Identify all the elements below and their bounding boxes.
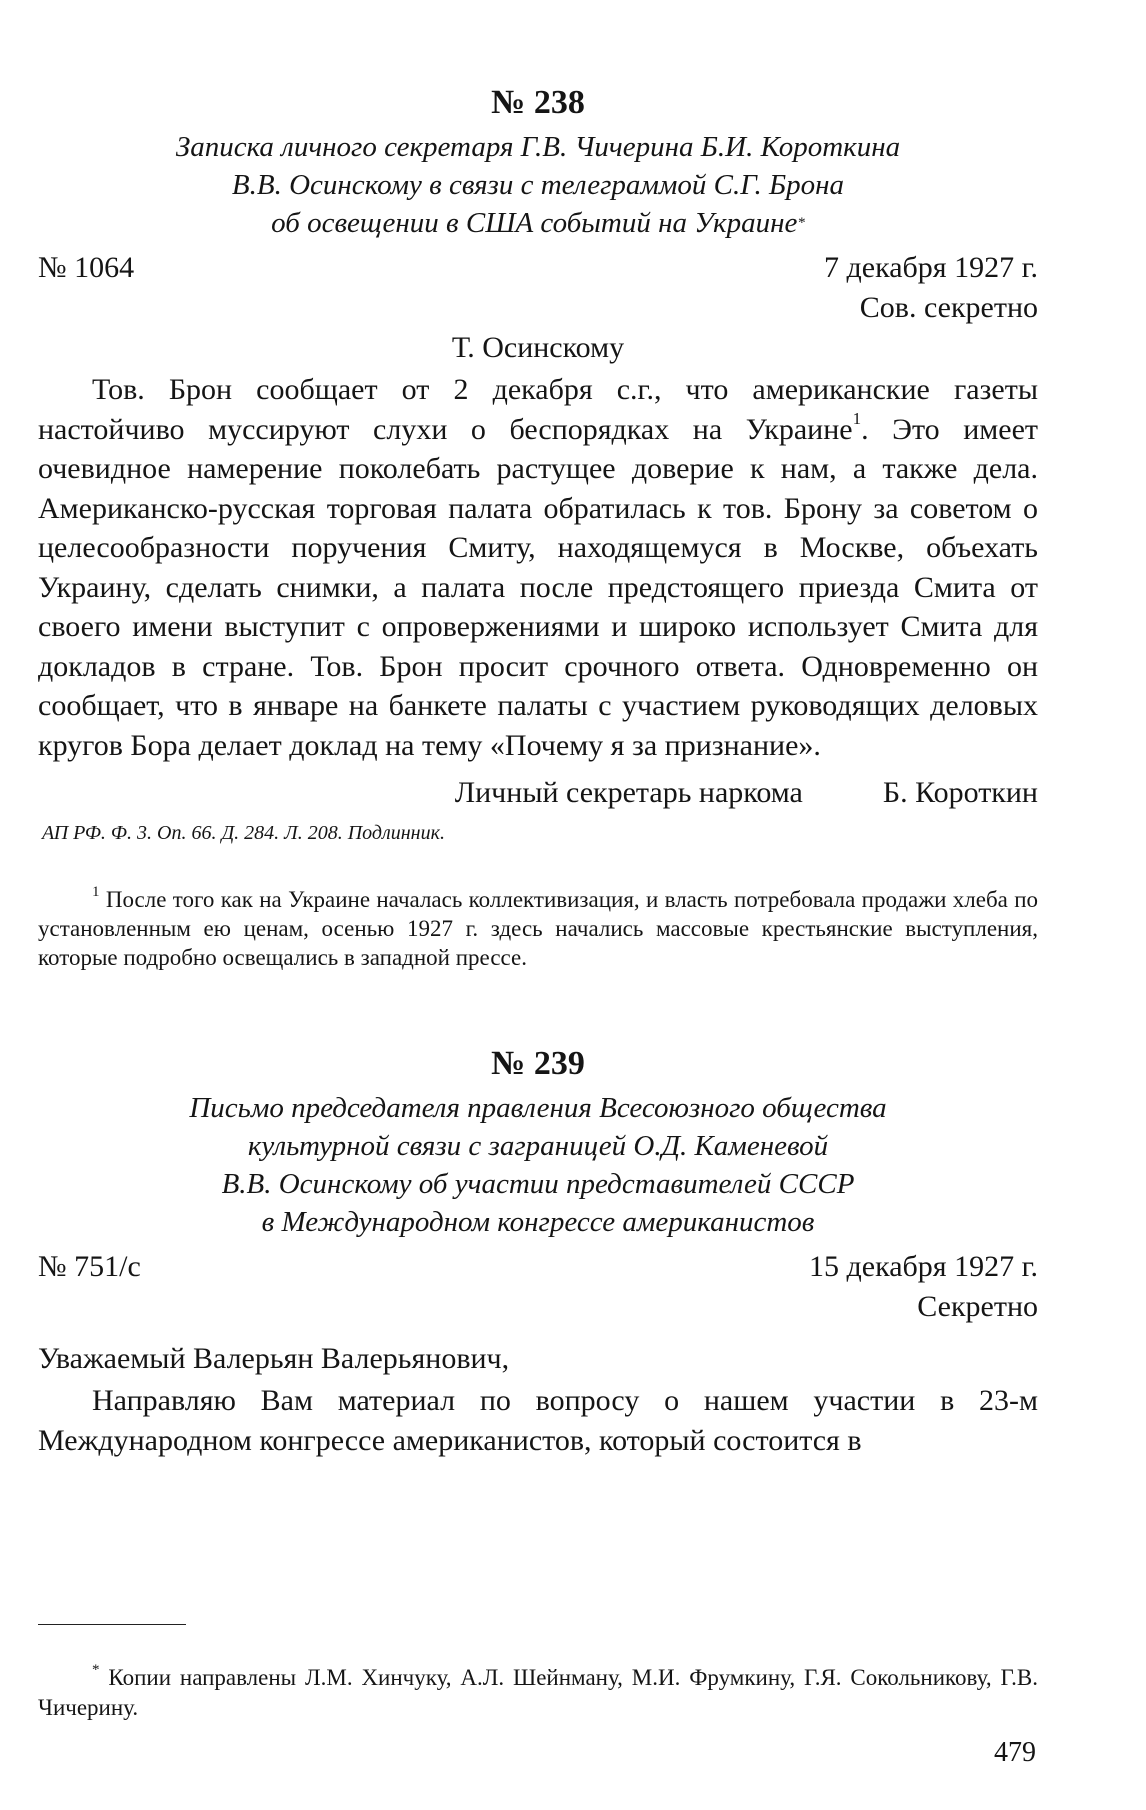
doc-239-meta-row	[38, 1247, 1038, 1287]
doc-238-title-footnote-mark: *	[797, 215, 805, 231]
doc-238-footnote-ref: 1	[852, 408, 862, 428]
doc-238-signature-name: Б. Короткин	[882, 776, 1038, 809]
doc-239-title-line-2: культурной связи с заграницей О.Д. Каменевой	[247, 1130, 829, 1162]
document-238	[38, 82, 1038, 972]
doc-239-date: 15 декабря 1927 г.	[809, 1250, 1038, 1283]
doc-238-title-line-2: В.В. Осинскому в связи с телеграммой С.Г. Брона	[231, 169, 845, 201]
doc-238-reg-number: № 1064	[38, 251, 135, 284]
doc-239-number: № 239	[491, 1045, 585, 1082]
doc-238-addressee: Т. Осинскому	[451, 331, 625, 364]
doc-239-title	[38, 1089, 1038, 1241]
doc-238-date: 7 декабря 1927 г.	[824, 251, 1038, 284]
doc-239-reg-number: № 751/с	[38, 1250, 141, 1283]
doc-238-title-line-3	[38, 204, 1038, 242]
page-footnote-mark: *	[92, 1662, 100, 1678]
doc-238-body-part-1: Тов. Брон сообщает от 2 декабря с.г., что американские газеты настойчиво муссируют слухи о беспорядках на Украине	[38, 373, 1038, 446]
doc-238-meta-row	[38, 248, 1038, 288]
doc-239-salutation: Уважаемый Валерьян Валерьянович,	[38, 1342, 510, 1375]
page-footnote-text: Копии направлены Л.М. Хинчуку, А.Л. Шейнману, М.И. Фрумкину, Г.Я. Сокольникову, Г.В. Чичерину.	[38, 1665, 1038, 1720]
page-footnote	[38, 1663, 1038, 1723]
doc-238-body	[38, 370, 1038, 765]
section-spacer	[38, 995, 1038, 1043]
doc-238-title	[38, 128, 1038, 242]
doc-238-classification: Сов. секретно	[859, 291, 1038, 324]
doc-239-title-line-4: в Международном конгрессе американистов	[261, 1206, 815, 1238]
doc-238-signature-title: Личный секретарь наркома	[454, 776, 803, 809]
doc-238-title-line-1: Записка личного секретаря Г.В. Чичерина Б.И. Короткина	[175, 131, 901, 163]
doc-239-classification: Секретно	[917, 1290, 1038, 1323]
doc-238-footnote-text: После того как на Украине началась коллективизация, и власть потребовала продажи хлеба по установленным ею ценам, осенью 1927 г. здесь начались массовые крестьянские выступления, которые подробно освещались в западной прессе.	[38, 887, 1039, 970]
doc-238-number: № 238	[491, 84, 585, 121]
doc-238-footnote-number: 1	[92, 884, 100, 900]
doc-238-body-part-2: . Это имеет очевидное намерение поколебать растущее доверие к нам, а также дела. Американско-русская торговая палата обратилась к тов. Брону за советом о целесообразности поручения Смиту, находящемуся в Москве, объехать Украину, сделать снимки, а палата после предстоящего приезда Смита от своего имени выступит с опровержениями и широко использует Смита для докладов в стране. Тов. Брон просит срочного ответа. Одновременно он сообщает, что в январе на банкете палаты с участием руководящих деловых кругов Бора делает доклад на тему «Почему я за признание».	[38, 412, 1038, 762]
doc-238-archive-ref: АП РФ. Ф. 3. Оп. 66. Д. 284. Л. 208. Подлинник.	[42, 822, 445, 844]
document-239	[38, 1043, 1038, 1460]
page-content	[38, 82, 1038, 1460]
doc-238-title-line-3-text: об освещении в США событий на Украине	[271, 207, 798, 239]
page-number: 479	[994, 1737, 1036, 1768]
doc-239-body: Направляю Вам материал по вопросу о нашем участии в 23-м Международном конгрессе американистов, который состоится в	[38, 1384, 1038, 1457]
doc-239-title-line-3: В.В. Осинскому об участии представителей СССР	[221, 1168, 855, 1200]
doc-239-title-line-1: Письмо председателя правления Всесоюзного общества	[189, 1092, 887, 1124]
doc-238-signature	[38, 773, 1038, 813]
doc-238-footnote	[38, 885, 1038, 972]
footnote-divider	[38, 1624, 186, 1625]
